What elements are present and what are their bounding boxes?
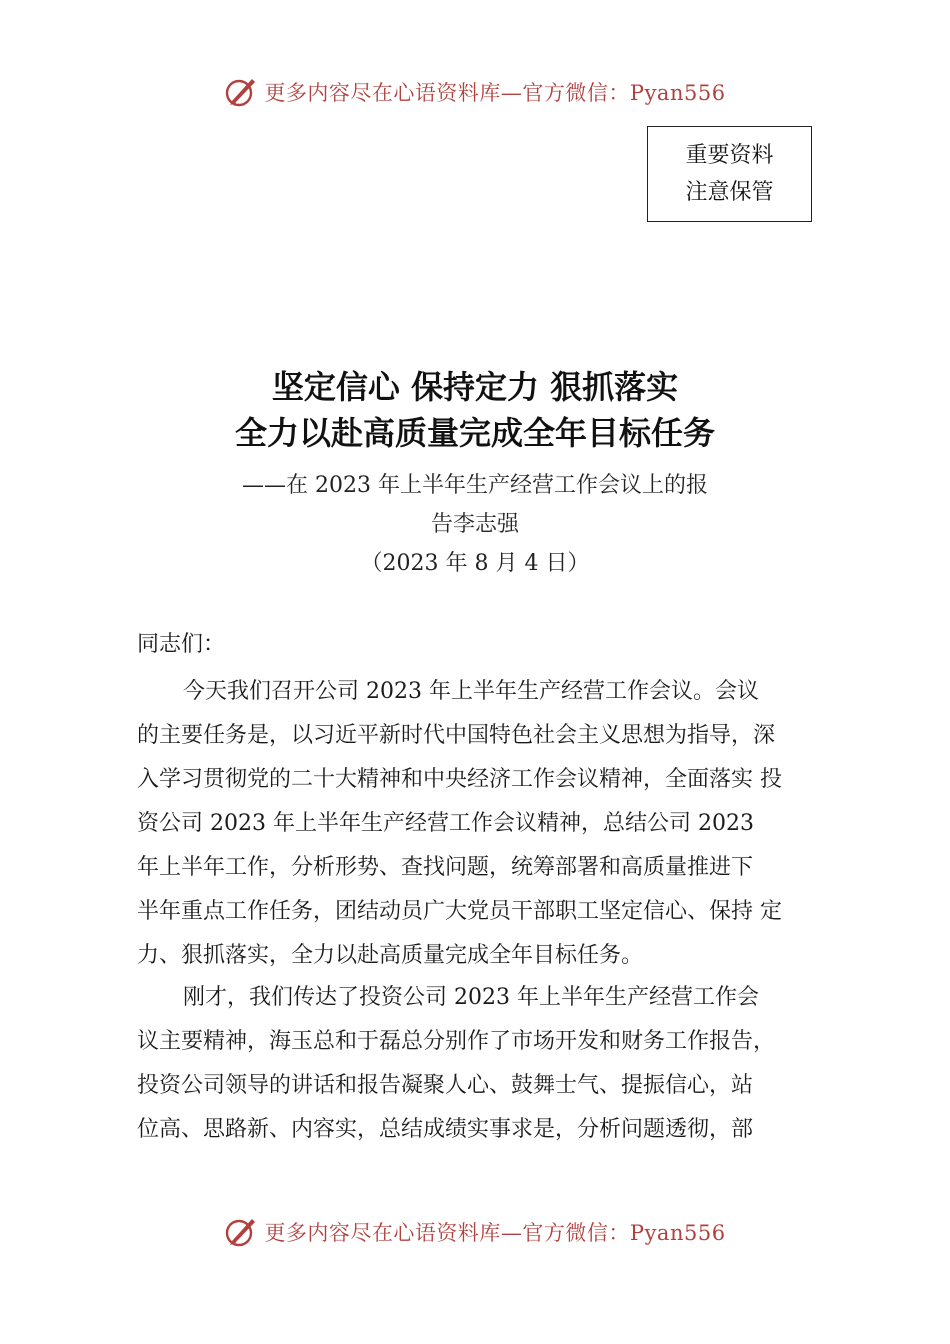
- report-date: （2023 年 8 月 4 日）: [360, 551, 590, 576]
- quill-logo-icon: [224, 75, 258, 109]
- paragraph-line: 刚才，我们传达了投资公司 2023 年上半年生产经营工作会: [183, 985, 759, 1010]
- paragraph-line: 投资公司领导的讲话和报告凝聚人心、鼓舞士气、提振信心，站: [137, 1073, 754, 1098]
- watermark-bottom: [0, 1212, 950, 1252]
- watermark-text: 更多内容尽在心语资料库—官方微信：Pyan556: [264, 81, 726, 105]
- paragraph-line: 入学习贯彻党的二十大精神和中央经济工作会议精神，全面落实 投: [137, 767, 782, 792]
- paragraph-line: 位高、思路新、内容实，总结成绩实事求是，分析问题透彻，部: [137, 1117, 754, 1142]
- watermark-top: [0, 72, 950, 112]
- stamp-line-1: 重要资料: [685, 143, 774, 168]
- paragraph-line: 力、狠抓落实，全力以赴高质量完成全年目标任务。: [137, 943, 644, 968]
- salutation: 同志们：: [137, 632, 226, 657]
- document-title-line-1: 坚定信心 保持定力 狠抓落实: [271, 368, 679, 406]
- important-notice-stamp: [647, 126, 812, 222]
- paragraph-line: 的主要任务是，以习近平新时代中国特色社会主义思想为指导，深: [137, 723, 776, 748]
- subtitle-line-2: 告李志强: [430, 512, 519, 537]
- paragraph-line: 年上半年工作，分析形势、查找问题，统筹部署和高质量推进下: [137, 855, 754, 880]
- paragraph-line: 议主要精神，海玉总和于磊总分别作了市场开发和财务工作报告，: [137, 1029, 776, 1054]
- subtitle-line-1: ——在 2023 年上半年生产经营工作会议上的报: [242, 473, 708, 498]
- quill-logo-icon: [224, 1215, 258, 1249]
- document-title-line-2: 全力以赴高质量完成全年目标任务: [234, 414, 715, 452]
- paragraph-line: 半年重点工作任务，团结动员广大党员干部职工坚定信心、保持 定: [137, 899, 782, 924]
- watermark-text: 更多内容尽在心语资料库—官方微信：Pyan556: [264, 1221, 726, 1245]
- stamp-line-2: 注意保管: [685, 180, 774, 205]
- paragraph-1: [137, 670, 817, 978]
- paragraph-line: 资公司 2023 年上半年生产经营工作会议精神，总结公司 2023: [137, 811, 754, 836]
- paragraph-line: 今天我们召开公司 2023 年上半年生产经营工作会议。会议: [183, 679, 759, 704]
- paragraph-2: [137, 976, 817, 1152]
